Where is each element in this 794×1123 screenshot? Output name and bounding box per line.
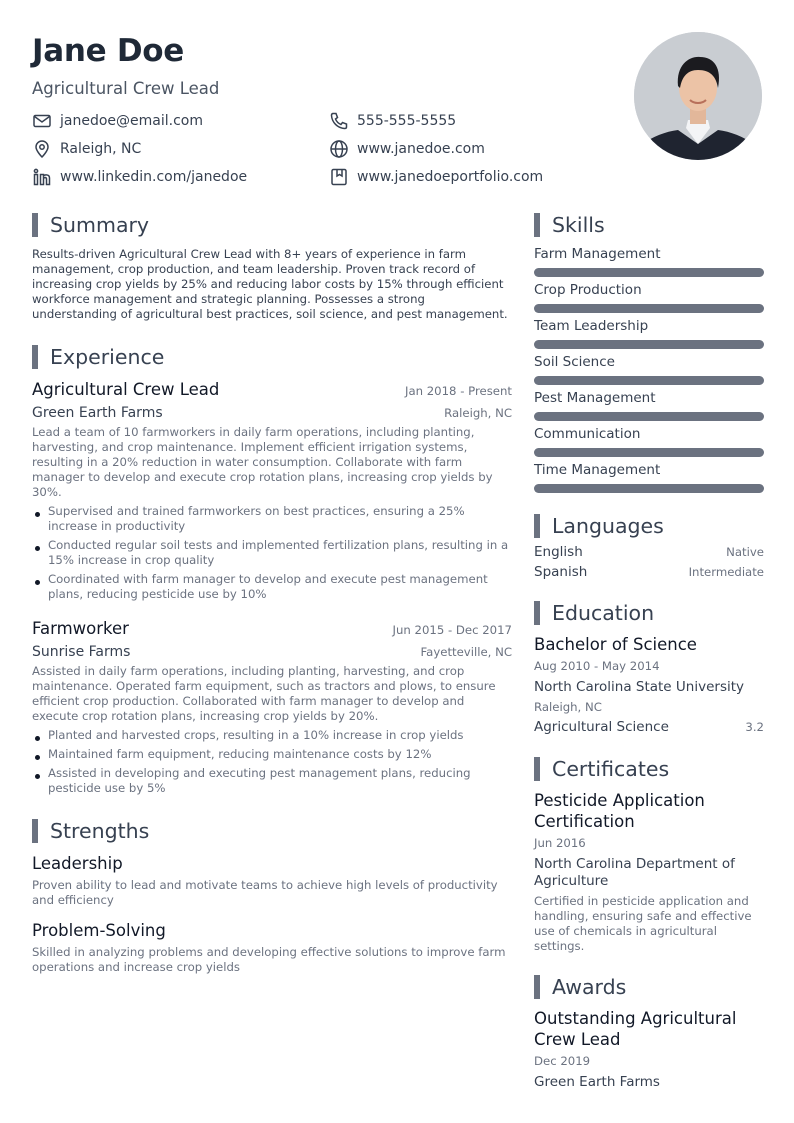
resume-header xyxy=(32,32,632,195)
strength-item xyxy=(32,853,512,908)
bullet-item: Planted and harvested crops, resulting in a 10% increase in crop yields xyxy=(32,728,512,743)
education-gpa: 3.2 xyxy=(745,720,764,734)
skill-name: Pest Management xyxy=(534,390,656,406)
phone-icon xyxy=(329,111,349,131)
contact-portfolio[interactable] xyxy=(329,167,543,187)
skill-item xyxy=(534,389,764,421)
candidate-name: Jane Doe xyxy=(32,33,184,69)
section-title: Certificates xyxy=(552,756,670,781)
skill-name: Crop Production xyxy=(534,282,642,298)
section-title: Languages xyxy=(552,513,664,538)
skill-item xyxy=(534,281,764,313)
summary-heading xyxy=(32,212,512,237)
education-field-row xyxy=(534,719,764,736)
bullet-item: Maintained farm equipment, reducing maintenance costs by 12% xyxy=(32,747,512,762)
job-company: Green Earth Farms xyxy=(32,405,163,421)
education-dates: Aug 2010 - May 2014 xyxy=(534,659,660,673)
language-item xyxy=(534,564,764,580)
contact-location xyxy=(32,139,141,159)
skill-item xyxy=(534,245,764,277)
website-text: www.janedoe.com xyxy=(357,141,485,157)
award-entry xyxy=(534,1008,764,1091)
skill-item xyxy=(534,425,764,457)
language-level: Native xyxy=(726,545,764,559)
left-column xyxy=(32,212,512,975)
bullet-item: Supervised and trained farmworkers on best practices, ensuring a 25% increase in productivity xyxy=(32,504,512,534)
bookmark-icon xyxy=(329,167,349,187)
section-title: Awards xyxy=(552,974,627,999)
education-school: North Carolina State University xyxy=(534,679,745,695)
job-bullets xyxy=(32,504,512,602)
skill-item xyxy=(534,353,764,385)
section-accent-bar xyxy=(534,757,540,781)
section-accent-bar xyxy=(534,514,540,538)
skill-level-bar xyxy=(534,376,764,385)
email-text: janedoe@email.com xyxy=(60,113,203,129)
section-accent-bar xyxy=(32,213,38,237)
summary-text: Results-driven Agricultural Crew Lead with 8+ years of experience in farm management, crop production, and team leadership. Proven track record of increasing crop yields by 25% and reducing labor costs by 15% through efficient workforce management and strategic planning. Possesses a strong understanding of agricultural best practices, soil science, and pest management. xyxy=(32,247,508,321)
profile-photo xyxy=(634,32,762,160)
language-name: Spanish xyxy=(534,564,588,580)
globe-icon xyxy=(329,139,349,159)
contact-email[interactable] xyxy=(32,111,203,131)
award-issuer: Green Earth Farms xyxy=(534,1074,660,1090)
award-date: Dec 2019 xyxy=(534,1054,591,1068)
candidate-title: Agricultural Crew Lead xyxy=(32,79,220,98)
strength-description: Proven ability to lead and motivate teams to achieve high levels of productivity and efficiency xyxy=(32,878,498,907)
job-dates: Jun 2015 - Dec 2017 xyxy=(392,623,512,637)
job-description: Lead a team of 10 farmworkers in daily farm operations, including planting, harvesting, and crop maintenance. Implement efficient irrigation systems, resulting in a 20% reduction in water consumption. Collaborate with farm manager to develop and execute crop rotation plans, increasing crop yields by 30%. xyxy=(32,425,493,499)
right-column xyxy=(534,212,764,1091)
certificates-heading xyxy=(534,756,764,781)
email-icon xyxy=(32,111,52,131)
bullet-item: Coordinated with farm manager to develop and execute pest management plans, reducing pesticide use by 10% xyxy=(32,572,512,602)
job-role: Farmworker xyxy=(32,619,129,638)
languages-list xyxy=(534,544,764,580)
education-degree: Bachelor of Science xyxy=(534,635,697,654)
skill-level-bar xyxy=(534,340,764,349)
education-location: Raleigh, NC xyxy=(534,700,602,714)
certificate-date: Jun 2016 xyxy=(534,836,586,850)
contact-list xyxy=(32,111,632,195)
strength-title: Leadership xyxy=(32,854,123,873)
skill-level-bar xyxy=(534,268,764,277)
strengths-heading xyxy=(32,818,512,843)
skills-heading xyxy=(534,212,764,237)
section-title: Strengths xyxy=(50,818,150,843)
certificate-issuer: North Carolina Department of Agriculture xyxy=(534,856,735,889)
bullet-item: Conducted regular soil tests and implemented fertilization plans, resulting in a 15% increase in crop quality xyxy=(32,538,512,568)
experience-heading xyxy=(32,344,512,369)
portfolio-text: www.janedoeportfolio.com xyxy=(357,169,544,185)
linkedin-icon xyxy=(32,167,52,187)
job-location: Fayetteville, NC xyxy=(420,645,512,659)
skill-level-bar xyxy=(534,412,764,421)
certificate-entry xyxy=(534,790,764,954)
section-accent-bar xyxy=(534,601,540,625)
job-entry xyxy=(32,618,512,796)
award-title: Outstanding Agricultural Crew Lead xyxy=(534,1009,737,1049)
language-item xyxy=(534,544,764,560)
skill-name: Communication xyxy=(534,426,641,442)
skill-item xyxy=(534,317,764,349)
strength-description: Skilled in analyzing problems and developing effective solutions to improve farm operations and increase crop yields xyxy=(32,945,506,974)
section-title: Summary xyxy=(50,212,150,237)
contact-phone[interactable] xyxy=(329,111,456,131)
section-title: Skills xyxy=(552,212,605,237)
education-field: Agricultural Science xyxy=(534,719,669,735)
certificate-description: Certified in pesticide application and handling, ensuring safe and effective use of chemicals in agricultural settings. xyxy=(534,894,752,953)
section-title: Education xyxy=(552,600,655,625)
job-description: Assisted in daily farm operations, including planting, harvesting, and crop maintenance. Operated farm equipment, such as tractors and plows, to ensure efficient crop production. Collaborated with farm manager to develop and execute crop rotation plans, increasing crop yields by 20%. xyxy=(32,664,496,723)
job-bullets xyxy=(32,728,512,796)
strength-title: Problem-Solving xyxy=(32,921,166,940)
language-level: Intermediate xyxy=(688,565,764,579)
skill-item xyxy=(534,461,764,493)
skill-level-bar xyxy=(534,448,764,457)
strength-item xyxy=(32,920,512,975)
language-name: English xyxy=(534,544,583,560)
section-accent-bar xyxy=(32,345,38,369)
contact-website[interactable] xyxy=(329,139,485,159)
section-accent-bar xyxy=(534,213,540,237)
section-accent-bar xyxy=(534,975,540,999)
section-title: Experience xyxy=(50,344,165,369)
job-location: Raleigh, NC xyxy=(444,406,512,420)
job-entry xyxy=(32,379,512,602)
skills-list xyxy=(534,245,764,493)
certificate-title: Pesticide Application Certification xyxy=(534,791,705,831)
job-dates: Jan 2018 - Present xyxy=(405,384,512,398)
education-heading xyxy=(534,600,764,625)
skill-name: Team Leadership xyxy=(534,318,649,334)
location-text: Raleigh, NC xyxy=(60,141,142,157)
contact-linkedin[interactable] xyxy=(32,167,247,187)
section-accent-bar xyxy=(32,819,38,843)
skill-name: Soil Science xyxy=(534,354,615,370)
awards-heading xyxy=(534,974,764,999)
bullet-item: Assisted in developing and executing pest management plans, reducing pesticide use by 5% xyxy=(32,766,512,796)
skill-level-bar xyxy=(534,304,764,313)
job-company: Sunrise Farms xyxy=(32,644,131,660)
languages-heading xyxy=(534,513,764,538)
phone-text: 555-555-5555 xyxy=(357,113,457,129)
linkedin-text: www.linkedin.com/janedoe xyxy=(60,169,248,185)
location-icon xyxy=(32,139,52,159)
job-role: Agricultural Crew Lead xyxy=(32,380,220,399)
skill-name: Farm Management xyxy=(534,246,661,262)
skill-level-bar xyxy=(534,484,764,493)
education-entry xyxy=(534,634,764,736)
skill-name: Time Management xyxy=(534,462,661,478)
